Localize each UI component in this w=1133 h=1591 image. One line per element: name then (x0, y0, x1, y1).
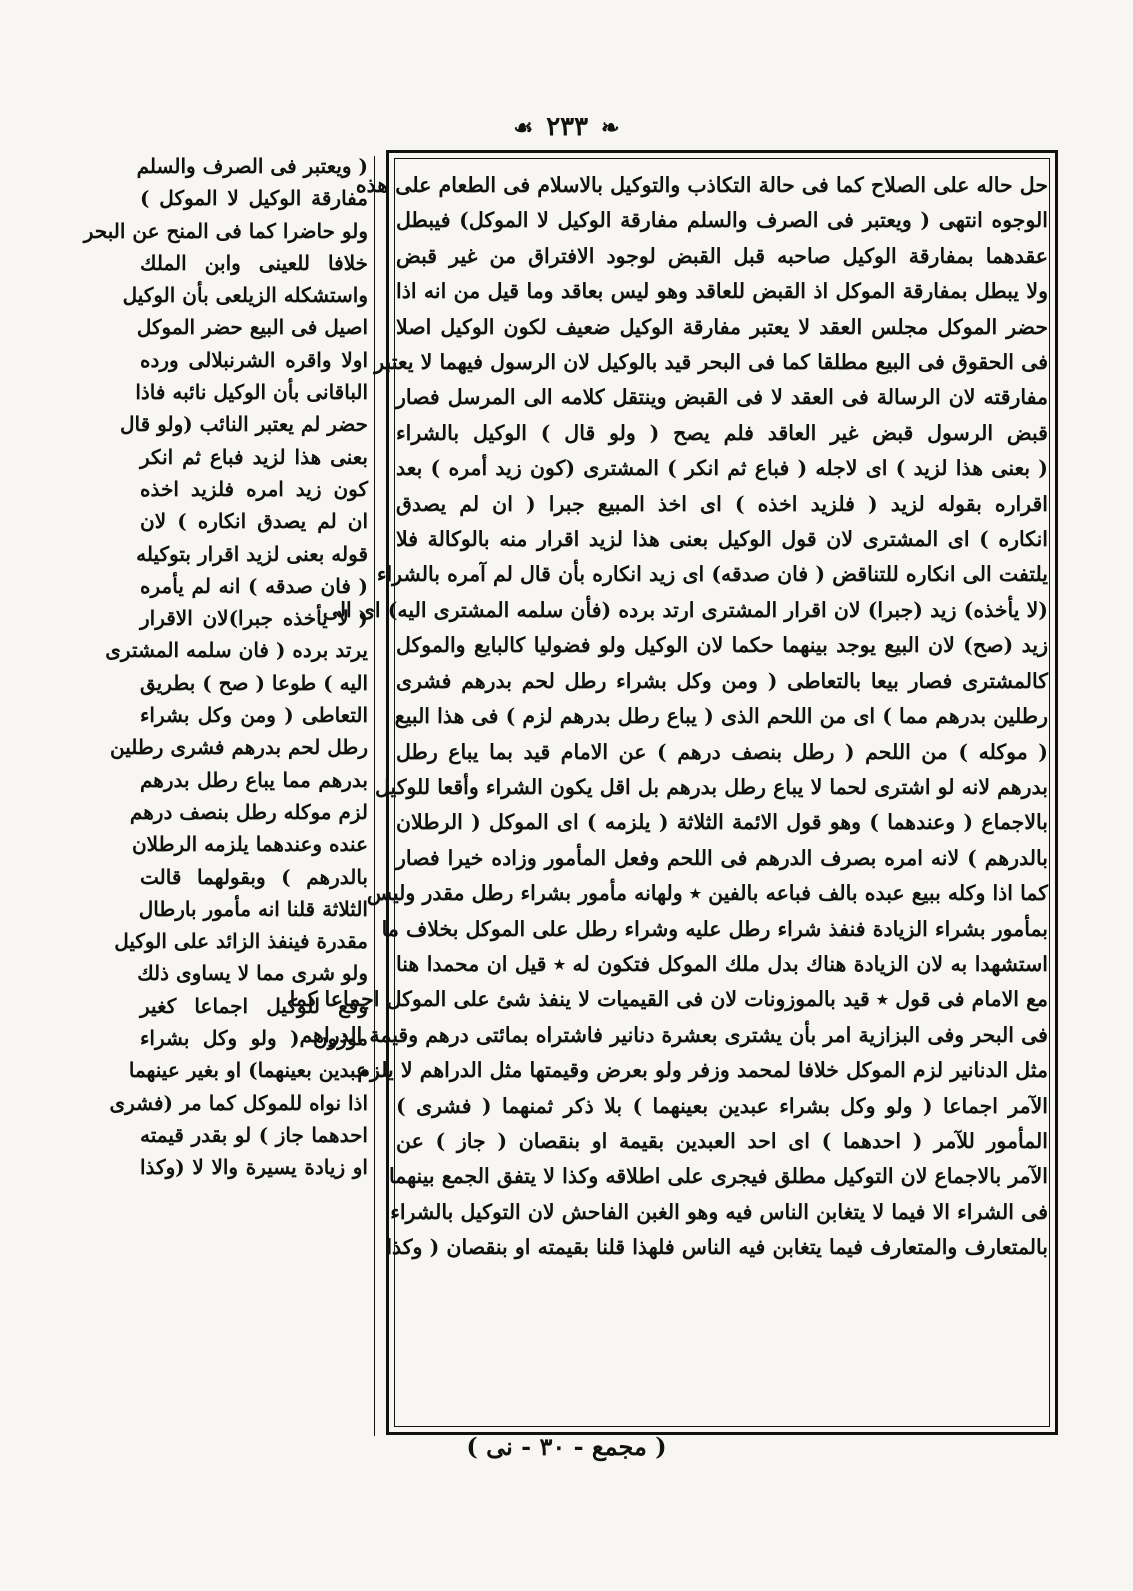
text-line: (لا يأخذه) زيد (جبرا) لان اقرار المشترى ارتد برده (فأن سلمه المشترى اليه) اى الى (322, 597, 1048, 622)
text-line: يرتد برده ( فان سلمه المشترى (105, 638, 368, 663)
text-line: حل حاله على الصلاح كما فى حالة التكاذب والتوكيل بالاسلام فى الطعام على هذه (355, 173, 1048, 197)
text-line: اولا واقره الشرنبلالى ورده (140, 347, 368, 372)
main-commentary (289, 168, 1048, 1266)
text-line: او زيادة يسيرة والا لا (وكذا (140, 1155, 368, 1180)
text-line: بدرهم مما يباع رطل بدرهم (140, 767, 368, 792)
text-line: اليه ) طوعا ( صح ) بطريق (140, 670, 368, 695)
floral-ornament-icon: ❧ (601, 115, 620, 141)
text-line: بعنى هذا لزيد فباع ثم انكر (140, 444, 368, 469)
text-line: الباقانى بأن الوكيل نائبه فاذا (135, 380, 368, 405)
page-number: ٢٣٣ (546, 112, 589, 142)
text-line: الوجوه انتهى ( ويعتبر فى الصرف والسلم مفارقة الوكيل لا الموكل) فيبطل (396, 208, 1048, 233)
text-line: ( ويعتبر فى الصرف والسلم (136, 154, 368, 178)
text-line: ( بعنى هذا لزيد ) اى لاجله ( فباع ثم انكر ) المشترى (كون زيد أمره ) بعد (396, 456, 1048, 481)
text-line: حضر الموكل مجلس العقد لا يعتبر مفارقة الوكيل ضعيف لكون الوكيل اصلا (396, 314, 1048, 339)
text-line: الآمر اجماعا ( ولو وكل بشراء عبدين بعينهما ) بلا ذكر ثمنهما ( فشرى ) (396, 1093, 1048, 1118)
text-line: كالمشترى فصار بيعا بالتعاطى ( ومن وكل بشراء رطل لحم بدرهم فشرى (396, 668, 1048, 693)
text-line: موزون ( ولو وكل بشراء (140, 1026, 368, 1051)
text-line: بالاجماع ( وعندهما ) وهو قول الائمة الثلاثة ( يلزمه ) اى الموكل ( الرطلان (396, 810, 1048, 835)
text-line: كون زيد امره فلزيد اخذه (140, 476, 368, 501)
text-line: مثل الدنانير لزم الموكل خلافا لمحمد وزفر ولو بعرض وقيمتها مثل الدراهم لا يلزم (357, 1058, 1048, 1083)
text-line: زيد (صح) لان البيع يوجد بينهما حكما لان الوكيل ولو فضوليا كالبايع والموكل (396, 633, 1048, 658)
text-line: لزم موكله رطل بنصف درهم (129, 799, 368, 824)
text-line: ( لا يأخذه جبرا)لان الاقرار (140, 606, 368, 631)
text-line: ولو حاضرا كما فى المنح عن البحر (83, 218, 368, 243)
signature-mark: ( مجمع - ٣٠ - نى ) (466, 1432, 667, 1461)
text-line: احدهما جاز ) لو بقدر قيمته (140, 1122, 368, 1147)
text-line: واستشكله الزيلعى بأن الوكيل (122, 283, 368, 308)
text-line: بدرهم لانه لو اشترى لحما لا يباع رطل بدرهم بل اقل يكون الشراء وأقعا للوكيل (375, 774, 1048, 799)
text-line: ولو شرى مما لا يساوى ذلك (137, 961, 368, 986)
text-line: رطلين بدرهم مما ) اى من اللحم الذى ( يباع رطل بدرهم لزم ) فى هذا البيع (394, 704, 1048, 729)
text-line: فى البحر وفى البزازية امر بأن يشترى بعشرة دنانير فاشتراه بمائتى درهم وقيمة الدراهم (299, 1022, 1048, 1047)
floral-ornament-icon: ☙ (513, 115, 534, 141)
text-line: يلتفت الى انكاره للتناقض ( فان صدقه) اى زيد انكاره بأن قال لم آمره بالشراء (376, 562, 1048, 587)
text-line: رطل لحم بدرهم فشرى رطلين (109, 735, 368, 760)
text-line: الآمر بالاجماع لان التوكيل مطلق فيجرى على اطلاقه وكذا لا يتفق الجمع بينهما (388, 1164, 1048, 1189)
text-line: بالدرهم ) لانه امره بصرف الدرهم فى اللحم وفعل المأمور وزاده خيرا فصار (396, 845, 1048, 870)
text-line: ان لم يصدق انكاره ) لان (140, 509, 368, 534)
text-line: اذا نواه للموكل كما مر (فشرى (109, 1090, 368, 1115)
text-line: بالدرهم ) وبقولهما قالت (140, 864, 368, 889)
text-line: عقدهما بمفارقة الوكيل صاحبه قبل القبض لوجود الافتراق من غير قبض (396, 243, 1048, 268)
text-line: التعاطى ( ومن وكل بشراء (140, 703, 368, 728)
text-line: عبدين بعينهما) او بغير عينهما (128, 1058, 368, 1083)
text-line: ولا يبطل بمفارقة الموكل اذ القبض للعاقد وهو ليس بعاقد وما قيل من انه اذا (396, 279, 1048, 304)
text-line: وقع للوكيل اجماعا كغير (140, 993, 368, 1018)
text-line: قوله بعنى لزيد اقرار بتوكيله (136, 541, 368, 566)
text-line: فى الشراء الا فيما لا يتغابن الناس فيه وهو الغبن الفاحش لان التوكيل بالشراء (390, 1199, 1048, 1224)
text-line: المأمور للآمر ( احدهما ) اى احد العبدين بقيمة او بنقصان ( جاز ) عن (396, 1128, 1048, 1153)
text-line: كما اذا وكله ببيع عبده بالف فباعه بالفين ٭ ولهانه مأمور بشراء رطل مقدر وليس (366, 881, 1048, 906)
text-line: انكاره ) اى المشترى لان قول الوكيل بعنى هذا لزيد اقرار منه بالوكالة فلا (396, 527, 1048, 552)
text-line: ( موكله ) من اللحم ( رطل بنصف درهم ) عن الامام قيد بما يباع رطل (396, 739, 1048, 764)
text-line: بالمتعارف والمتعارف فيما يتغابن فيه الناس فلهذا قلنا بقيمته او بنقصان ( وكذا (386, 1235, 1048, 1260)
margin-commentary (83, 150, 368, 1184)
text-line: اصيل فى البيع حضر الموكل (136, 315, 368, 340)
text-line: مقدرة فينفذ الزائد على الوكيل (114, 929, 368, 954)
text-line: قبض الرسول قبض غير العاقد فلم يصح ( ولو قال ) الوكيل بالشراء (396, 420, 1048, 445)
text-line: فى الحقوق فى البيع مطلقا كما فى البحر قيد بالوكيل لان الرسول فيهما لا يعتبر (374, 350, 1048, 375)
text-line: مفارقته لان الرسالة فى العقد لا فى القبض وينتقل كلامه الى المرسل فصار (396, 385, 1048, 410)
text-line: عنده وعندهما يلزمه الرطلان (131, 832, 368, 857)
text-line: حضر لم يعتبر النائب (ولو قال (120, 412, 368, 437)
text-line: الثلاثة قلنا انه مأمور بارطال (138, 896, 368, 921)
page-header (0, 112, 1133, 142)
text-line: مفارقة الوكيل لا الموكل ) (140, 186, 368, 211)
text-line: استشهدا به لان الزيادة هناك بدل ملك الموكل فتكون له ٭ قيل ان محمدا هنا (396, 951, 1048, 976)
text-line: خلافا للعينى وابن الملك (140, 250, 368, 275)
text-line: بمأمور بشراء الزيادة فنفذ شراء رطل عليه وشراء رطل على الموكل بخلاف ما (381, 916, 1048, 941)
text-line: مع الامام فى قول ٭ قيد بالموزونات لان فى القيميات لا ينفذ شئ على الموكل اجماعا كما (289, 987, 1048, 1012)
text-line: ( فان صدقه ) انه لم يأمره (140, 573, 368, 598)
text-line: اقراره بقوله لزيد ( فلزيد اخذه ) اى اخذ المبيع جبرا ( ان لم يصدق (396, 491, 1048, 516)
